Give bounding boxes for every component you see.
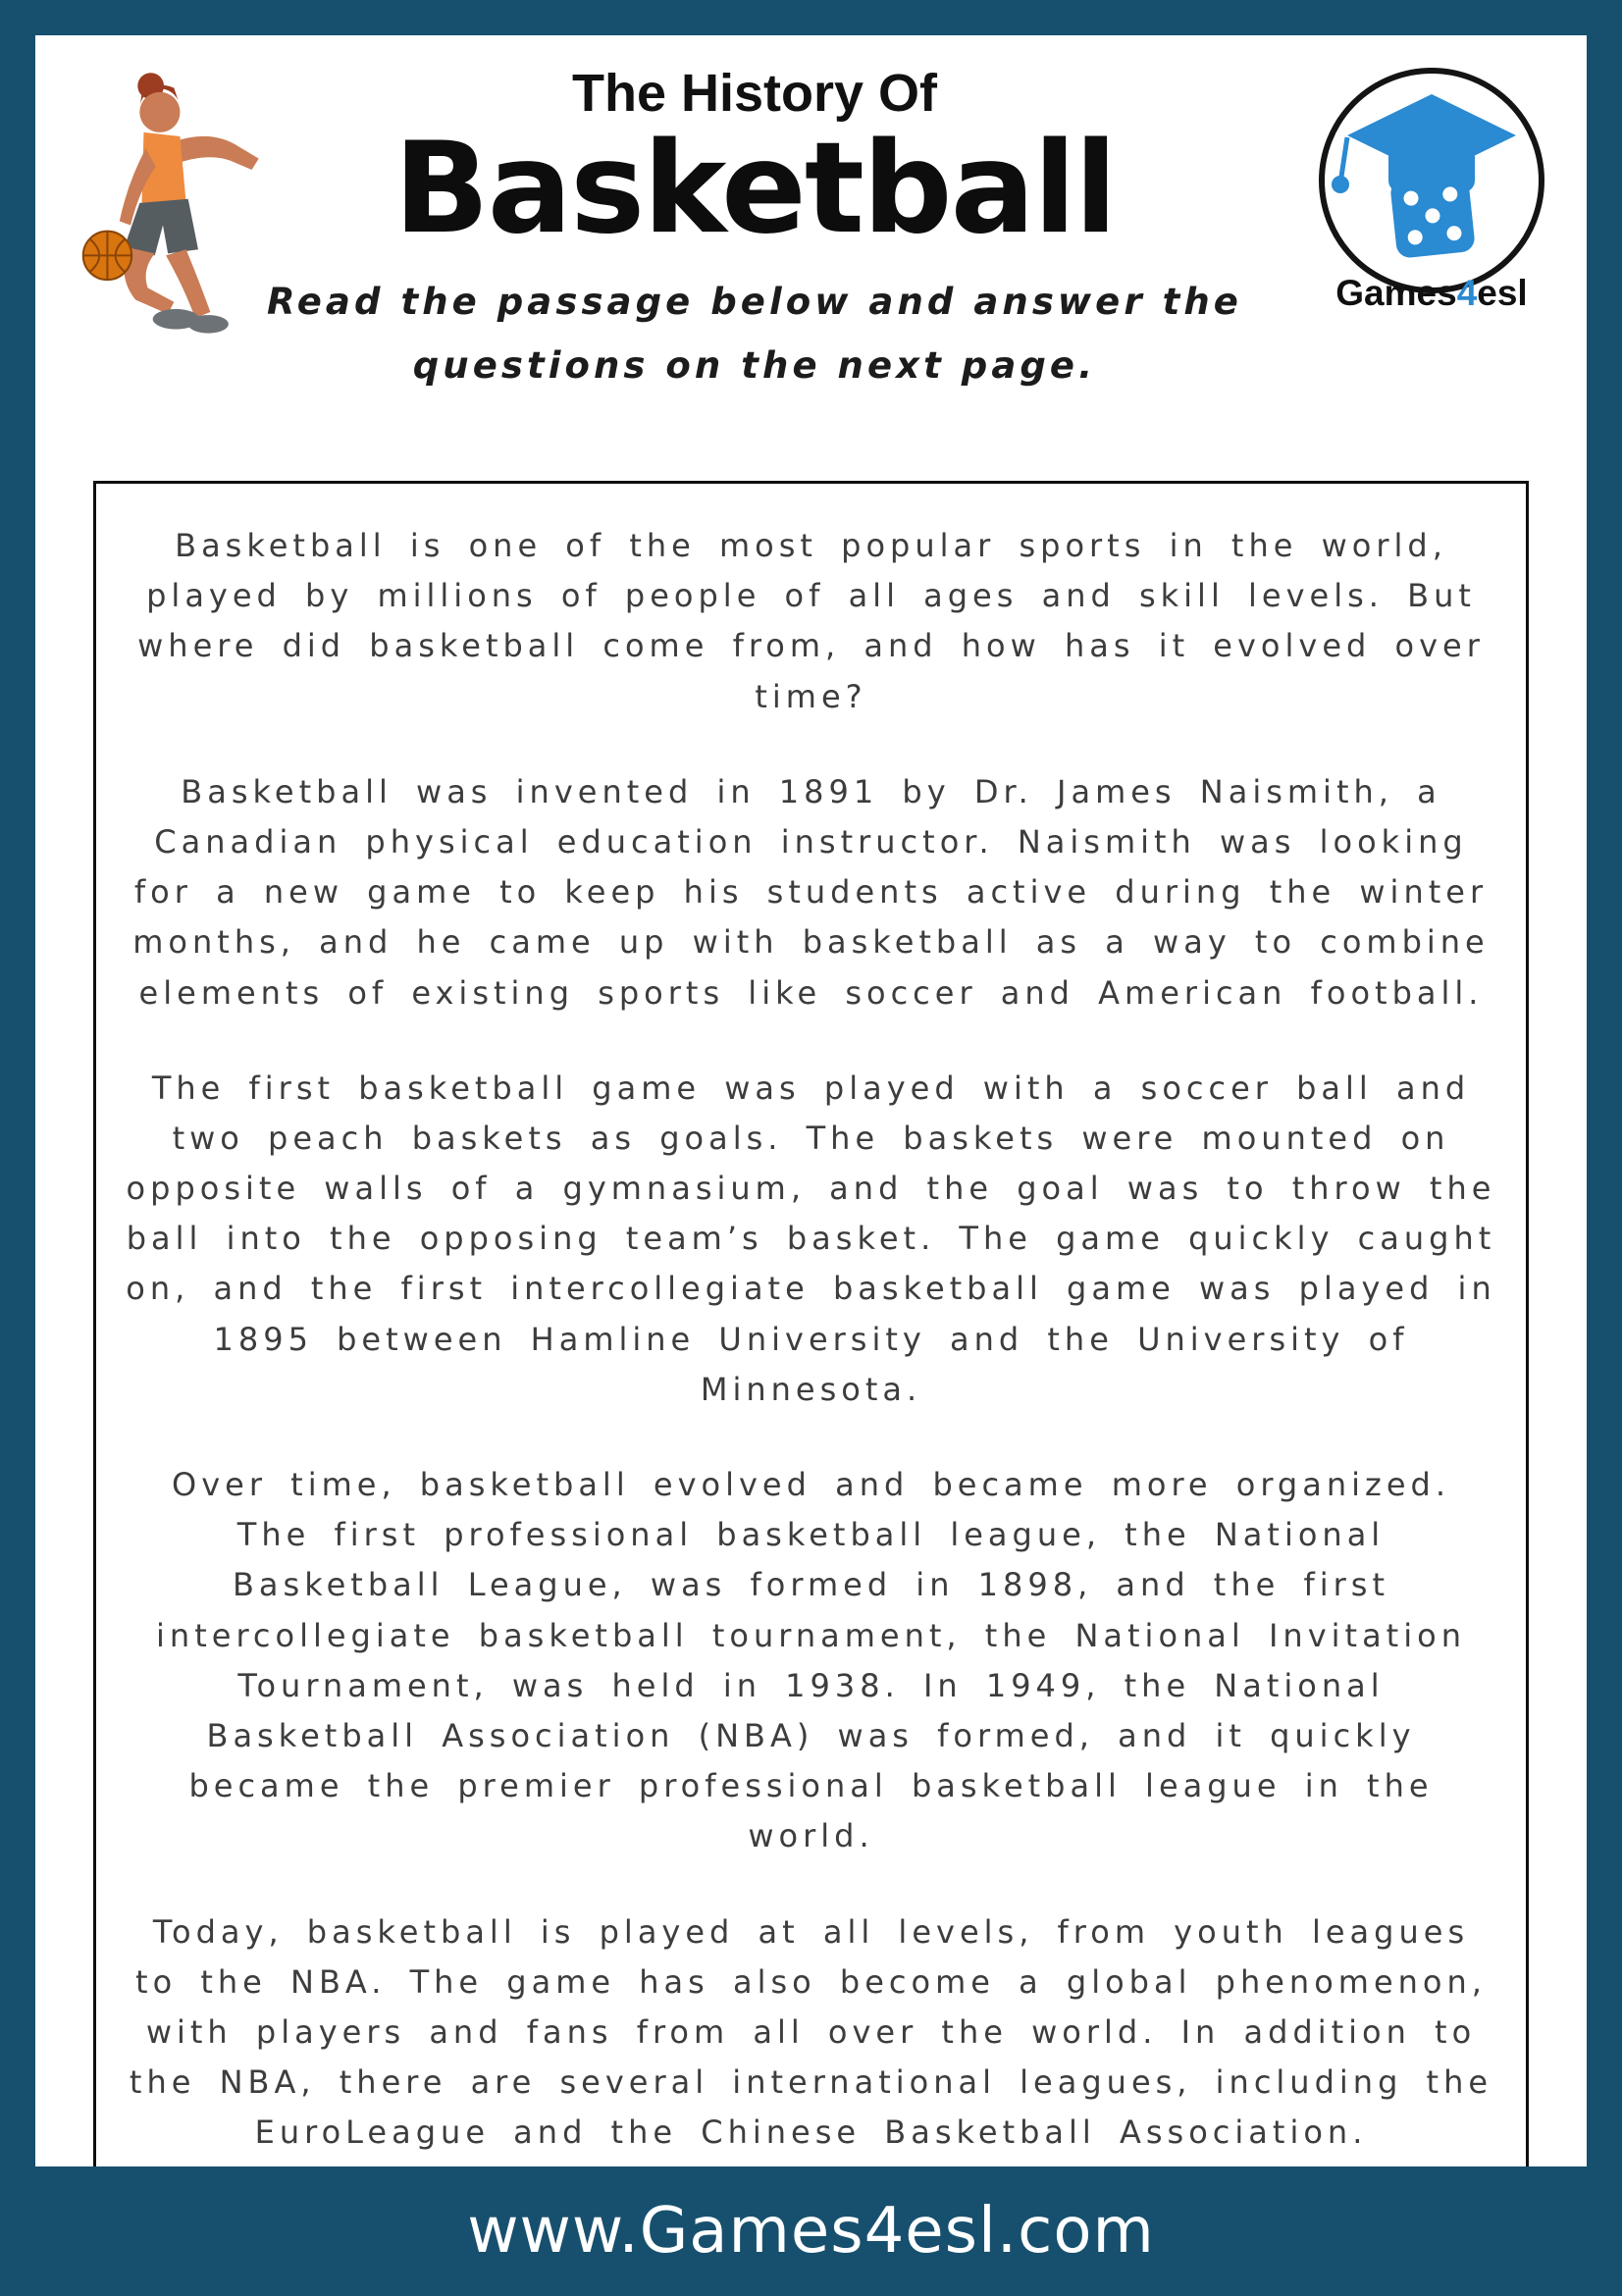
basketball-player-icon — [57, 69, 269, 343]
logo-wordmark-suffix: esl — [1477, 273, 1528, 313]
logo-wordmark — [1306, 273, 1557, 314]
footer-bar — [0, 2166, 1622, 2296]
passage-paragraph-3: The first basketball game was played with a soccer ball and two peach baskets as goals. The baskets were mounted on opposite walls of a gymnasium, and the goal was to throw the ball into the opposing team’s basket. The game quickly caught on, and the first intercollegiate basketball game was played in 1895 between Hamline University and the University of Minnesota. — [126, 1069, 1496, 1408]
title-block — [266, 35, 1243, 398]
instructions-line-2: questions on the next page. — [412, 344, 1097, 388]
worksheet-sheet — [35, 35, 1587, 2166]
page-title: Basketball — [393, 116, 1116, 262]
passage-paragraph-1: Basketball is one of the most popular sports in the world, played by millions of people of all ages and skill levels. But where did basketball come from, and how has it evolved over time? — [137, 527, 1485, 715]
games4esl-logo — [1306, 61, 1557, 328]
instructions-text — [266, 271, 1243, 398]
passage-box — [93, 481, 1529, 2200]
header — [35, 35, 1587, 477]
basketball-player-illustration — [57, 69, 269, 343]
logo-wordmark-prefix: Games — [1335, 273, 1457, 313]
passage-paragraph-4: Over time, basketball evolved and became more organized. The first professional basketball league, the National Basketball League, was formed in 1898, and the first intercollegiate basketball tournament, the National Invitation Tournament, was held in 1938. In 1949, the National Basketball Association (NBA) was formed, and it quickly became the premier professional basketball league in the world. — [156, 1466, 1466, 1855]
instructions-line-1: Read the passage below and answer the — [267, 281, 1242, 324]
logo-wordmark-number: 4 — [1456, 273, 1478, 313]
passage-paragraph-5: Today, basketball is played at all levels, from youth leagues to the NBA. The game has also become a global phenomenon, with players and fans from all over the world. In addition to the NBA, there are several international leagues, including the EuroLeague and the Chinese Basketball Association. — [129, 1912, 1493, 2152]
page-subtitle: The History Of — [571, 64, 938, 123]
passage-paragraph-2: Basketball was invented in 1891 by Dr. James Naismith, a Canadian physical education instructor. Naismith was looking for a new game to keep his students active during the winter months, and he came up with basketball as a way to combine elements of existing sports like soccer and American football. — [132, 772, 1490, 1012]
footer-url: www.Games4esl.com — [467, 2195, 1155, 2268]
